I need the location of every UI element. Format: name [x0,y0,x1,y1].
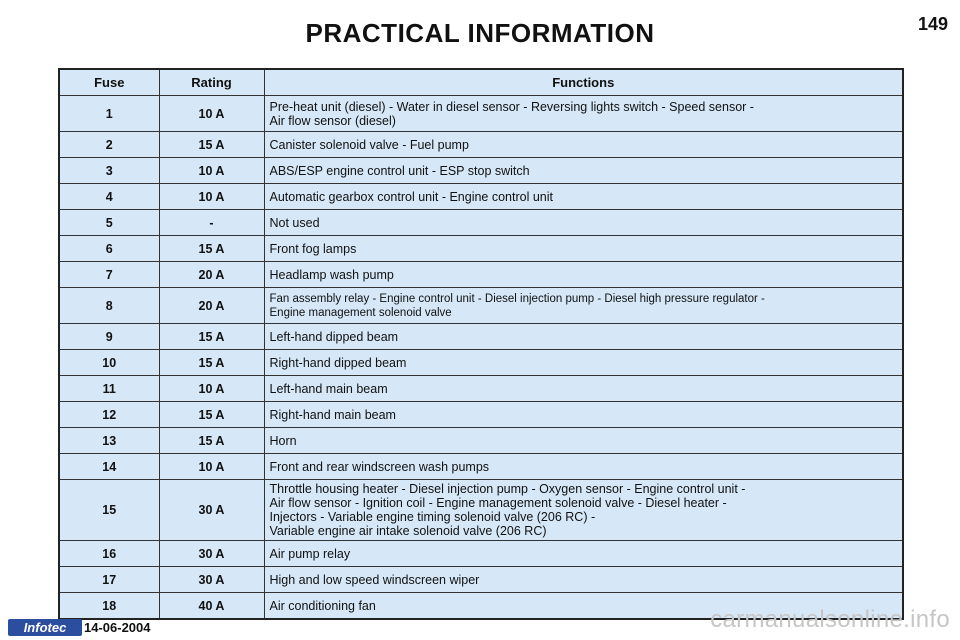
table-row [59,350,903,376]
function-line: Air flow sensor (diesel) [269,113,396,128]
fuse-functions [264,236,903,262]
fuse-number: 16 [59,541,159,567]
page-number: 149 [917,14,948,34]
fuse-functions [264,428,903,454]
fuse-functions [264,210,903,236]
footer-date: 14-06-2004 [84,620,151,635]
header-rating: Rating [159,69,264,96]
header-functions: Functions [264,69,903,96]
function-line: ABS/ESP engine control unit - ESP stop switch [269,163,530,178]
function-line: Engine management solenoid valve [269,306,452,319]
function-line: Injectors - Variable engine timing solenoid valve (206 RC) - [269,510,596,524]
table-row [59,236,903,262]
fuse-rating: 10 A [159,184,264,210]
fuse-functions [264,324,903,350]
function-line: Front and rear windscreen wash pumps [269,459,490,474]
function-line: Left-hand main beam [269,381,388,396]
fuse-number: 7 [59,262,159,288]
fuse-rating: 15 A [159,324,264,350]
fuse-functions [264,262,903,288]
fuse-rating: 10 A [159,454,264,480]
function-line: Fan assembly relay - Engine control unit - Diesel injection pump - Diesel high pressure regulator - [269,292,765,305]
table-row [59,210,903,236]
fuse-rating: 30 A [159,567,264,593]
fuse-rating: 30 A [159,541,264,567]
function-line: Air conditioning fan [269,598,376,613]
fuse-rating: - [159,210,264,236]
fuse-rating: 15 A [159,132,264,158]
function-line: Canister solenoid valve - Fuel pump [269,137,469,152]
function-line: Right-hand dipped beam [269,355,407,370]
fuse-number: 11 [59,376,159,402]
table-header-row [59,69,903,96]
function-line: Horn [269,433,297,448]
table-row [59,567,903,593]
function-line: Not used [269,215,320,230]
table-row [59,184,903,210]
fuse-rating: 15 A [159,350,264,376]
table-row [59,402,903,428]
fuse-number: 12 [59,402,159,428]
fuse-number: 3 [59,158,159,184]
fuse-rating: 10 A [159,376,264,402]
fuse-number: 2 [59,132,159,158]
fuse-number: 5 [59,210,159,236]
table-row [59,376,903,402]
table-row [59,288,903,324]
fuse-functions [264,350,903,376]
fuse-number: 10 [59,350,159,376]
fuse-number: 4 [59,184,159,210]
fuse-functions [264,480,903,541]
fuse-functions [264,454,903,480]
table-row [59,428,903,454]
function-line: Air flow sensor - Ignition coil - Engine management solenoid valve - Diesel heater - [269,496,727,510]
header-fuse: Fuse [59,69,159,96]
fuse-functions [264,288,903,324]
function-line: Headlamp wash pump [269,267,394,282]
fuse-table-body [59,96,903,620]
function-line: Automatic gearbox control unit - Engine control unit [269,189,553,204]
fuse-number: 15 [59,480,159,541]
fuse-number: 1 [59,96,159,132]
function-line: Air pump relay [269,546,351,561]
function-line: Pre-heat unit (diesel) - Water in diesel sensor - Reversing lights switch - Speed sensor - [269,99,754,114]
function-line: Right-hand main beam [269,407,396,422]
fuse-functions [264,402,903,428]
watermark: carmanualsonline.info [710,606,950,633]
fuse-number: 6 [59,236,159,262]
fuse-functions [264,541,903,567]
fuse-rating: 10 A [159,158,264,184]
table-row [59,480,903,541]
fuse-rating: 20 A [159,288,264,324]
fuse-rating: 30 A [159,480,264,541]
fuse-number: 18 [59,593,159,620]
table-row [59,262,903,288]
page-title: PRACTICAL INFORMATION [305,18,655,48]
fuse-rating: 20 A [159,262,264,288]
fuse-rating: 15 A [159,236,264,262]
fuse-rating: 40 A [159,593,264,620]
fuse-functions [264,158,903,184]
fuse-functions [264,184,903,210]
fuse-table [58,68,904,620]
table-row [59,96,903,132]
function-line: Front fog lamps [269,241,357,256]
infotec-logo: Infotec [8,619,82,636]
table-row [59,324,903,350]
fuse-number: 9 [59,324,159,350]
fuse-number: 14 [59,454,159,480]
function-line: High and low speed windscreen wiper [269,572,480,587]
fuse-functions [264,132,903,158]
fuse-rating: 10 A [159,96,264,132]
table-row [59,454,903,480]
function-line: Left-hand dipped beam [269,329,399,344]
function-line: Throttle housing heater - Diesel injection pump - Oxygen sensor - Engine control unit - [269,482,746,496]
fuse-rating: 15 A [159,402,264,428]
fuse-functions [264,567,903,593]
fuse-number: 13 [59,428,159,454]
table-row [59,132,903,158]
table-row [59,541,903,567]
fuse-number: 8 [59,288,159,324]
fuse-number: 17 [59,567,159,593]
fuse-functions [264,376,903,402]
table-row [59,158,903,184]
fuse-functions [264,96,903,132]
fuse-rating: 15 A [159,428,264,454]
function-line: Variable engine air intake solenoid valve (206 RC) [269,524,547,538]
